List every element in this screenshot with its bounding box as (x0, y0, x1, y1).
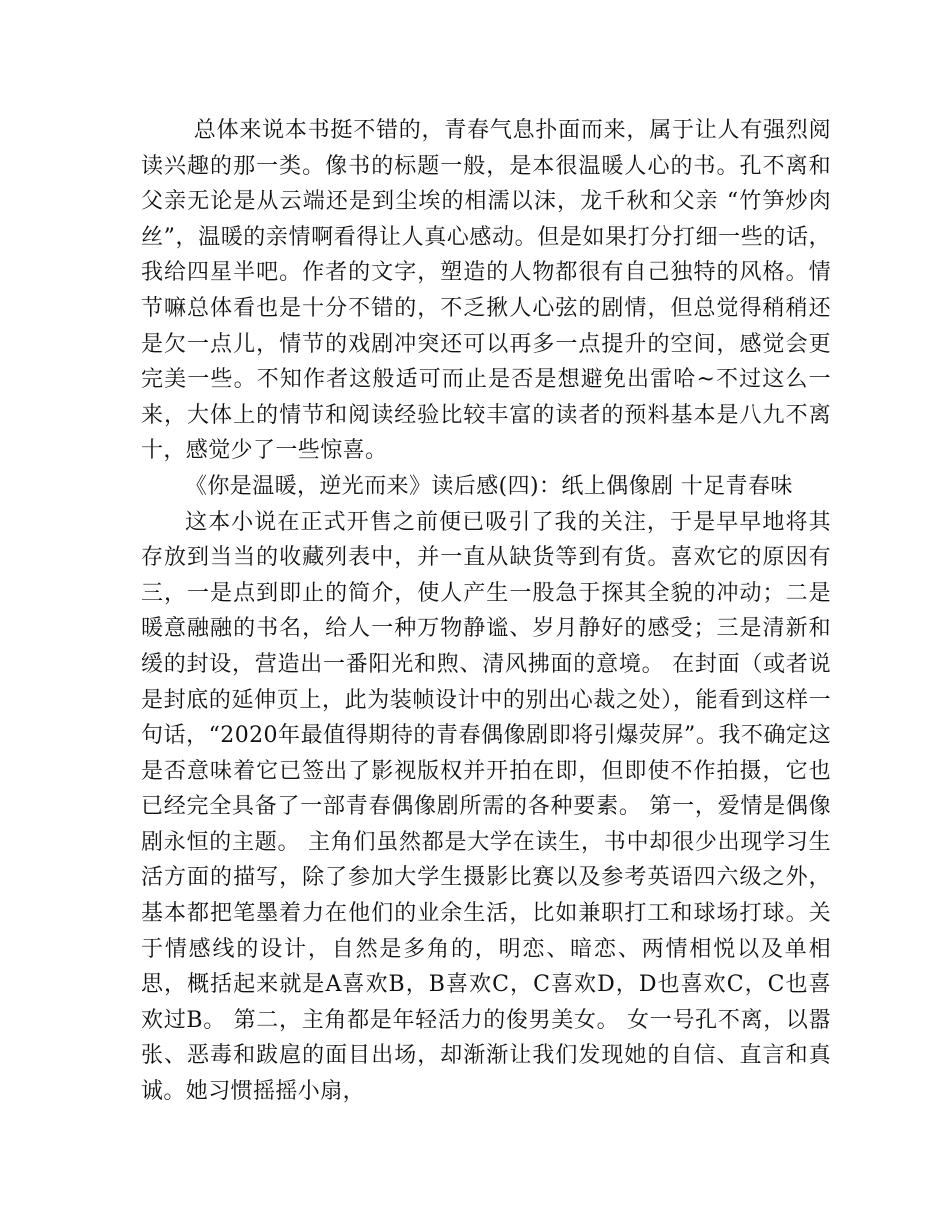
section-heading: 《你是温暖，逆光而来》读后感(四)：纸上偶像剧 十足青春味 (185, 473, 793, 499)
paragraph-2: 这本小说在正式开售之前便已吸引了我的关注，于是早早地将其存放到当当的收藏列表中，并一直从缺货等到有货。喜欢它的原因有三，一是点到即止的简介，使人产生一股急于探其全貌的冲动；二是暖意融融的书名，给人一种万物静谧、岁月静好的感受；三是清新和缓的封设，营造出一番阳光和煦、清风拂面的意境。 在封面（或者说是封底的延伸页上，此为装帧设计中的别出心裁之处），能看到这样一句话，“2020年最值得期待的青春偶像剧即将引爆荧屏”。我不确定这是否意味着它已签出了影视版权并开拍在即，但即使不作拍摄，它也已经完全具备了一部青春偶像剧所需的各种要素。 第一，爱情是偶像剧永恒的主题。 主角们虽然都是大学在读生，书中却很少出现学习生活方面的描写，除了参加大学生摄影比赛以及参考英语四六级之外，基本都把笔墨着力在他们的业余生活，比如兼职打工和球场打球。关于情感线的设计，自然是多角的，明恋、暗恋、两情相悦以及单相思，概括起来就是A喜欢B，B喜欢C，C喜欢D，D也喜欢C，C也喜欢过B。 第二，主角都是年轻活力的俊男美女。 女一号孔不离，以嚣张、恶毒和跋扈的面目出场，却渐渐让我们发现她的自信、直言和真诚。她习惯摇摇小扇， (141, 509, 831, 1105)
document-body (141, 113, 831, 1110)
paragraph-1: 总体来说本书挺不错的，青春气息扑面而来，属于让人有强烈阅读兴趣的那一类。像书的标题一般，是本很温暖人心的书。孔不离和父亲无论是从云端还是到尘埃的相濡以沫，龙千秋和父亲 “竹笋炒肉丝”，温暖的亲情啊看得让人真心感动。但是如果打分打细一些的话，我给四星半吧。作者的文字，塑造的人物都很有自己独特的风格。情节嘛总体看也是十分不错的，不乏揪人心弦的剧情，但总觉得稍稍还是欠一点儿，情节的戏剧冲突还可以再多一点提升的空间，感觉会更完美一些。不知作者这般适可而止是否是想避免出雷哈~不过这么一来，大体上的情节和阅读经验比较丰富的读者的预料基本是八九不离十，感觉少了一些惊喜。 (141, 118, 831, 464)
